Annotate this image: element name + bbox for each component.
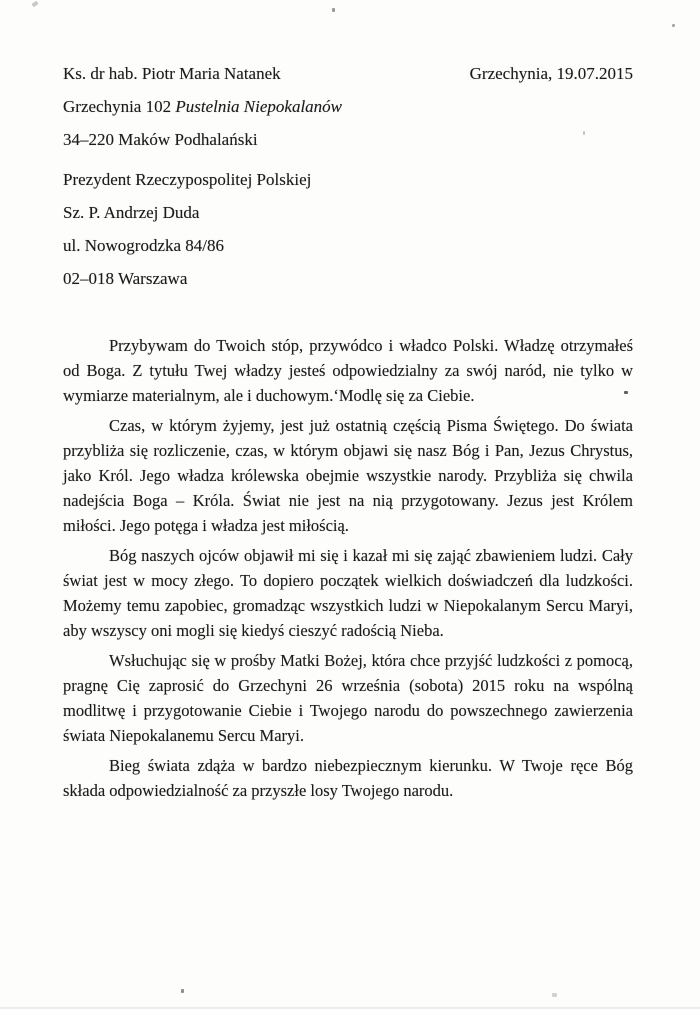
scan-speck (583, 131, 585, 135)
scan-speck (624, 391, 628, 394)
paragraph-4: Wsłuchując się w prośby Matki Bożej, która chce przyjść ludzkości z pomocą, pragnę Cię zaprosić do Grzechyni 26 września (sobota) 2015 roku na wspólną modlitwę i przygotowanie Ciebie i Twojego narodu do powszechnego zawierzenia świata Niepokalanemu Sercu Maryi. (63, 651, 633, 745)
sender-address-line (63, 90, 342, 123)
recipient-city: 02–018 Warszawa (63, 269, 188, 288)
scan-speck (672, 24, 675, 27)
paragraph-2: Czas, w którym żyjemy, jest już ostatnią częścią Pisma Świętego. Do świata przybliża się rozliczenie, czas, w którym objawi się nasz Bóg i Pan, Jezus Chrystus, jako Król. Jego władza królewska obejmie wszystkie narody. Przybliża się chwila nadejścia Boga – Króla. Świat nie jest na nią przygotowany. Jezus jest Królem miłości. Jego potęga i władza jest miłością. (63, 416, 633, 535)
sender-street: Grzechynia 102 (63, 97, 176, 116)
scan-speck (31, 1, 38, 8)
paragraph-3: Bóg naszych ojców objawił mi się i kazał mi się zająć zbawieniem ludzi. Cały świat jest w mocy złego. To dopiero początek wielkich doświadczeń dla ludzkości. Możemy temu zapobiec, gromadząc wszystkich ludzi w Niepokalanym Sercu Maryi, aby wszyscy oni mogli się kiedyś cieszyć radością Nieba. (63, 546, 633, 640)
sender-name: Ks. dr hab. Piotr Maria Natanek (63, 64, 281, 83)
letter-body (63, 333, 633, 808)
letter-date: Grzechynia, 19.07.2015 (469, 64, 633, 83)
scan-speck (552, 993, 557, 997)
recipient-street: ul. Nowogrodzka 84/86 (63, 236, 225, 255)
recipient-address-block (63, 163, 311, 295)
sender-address-block (63, 57, 342, 156)
paragraph-5: Bieg świata zdąża w bardzo niebezpiecznym kierunku. W Twoje ręce Bóg składa odpowiedzialność za przyszłe losy Twojego narodu. (63, 756, 633, 800)
scan-speck (181, 989, 184, 993)
scan-speck (332, 8, 335, 12)
sender-city: 34–220 Maków Podhalański (63, 130, 258, 149)
recipient-name: Sz. P. Andrzej Duda (63, 203, 200, 222)
paragraph-1: Przybywam do Twoich stóp, przywódco i władco Polski. Władzę otrzymałeś od Boga. Z tytułu Twej władzy jesteś odpowiedzialny za swój naród, nie tylko w wymiarze materialnym, ale i duchowym.‘Modlę się za Ciebie. (63, 336, 633, 405)
sender-hermitage-name: Pustelnia Niepokalanów (175, 97, 343, 116)
recipient-title: Prezydent Rzeczypospolitej Polskiej (63, 170, 312, 189)
